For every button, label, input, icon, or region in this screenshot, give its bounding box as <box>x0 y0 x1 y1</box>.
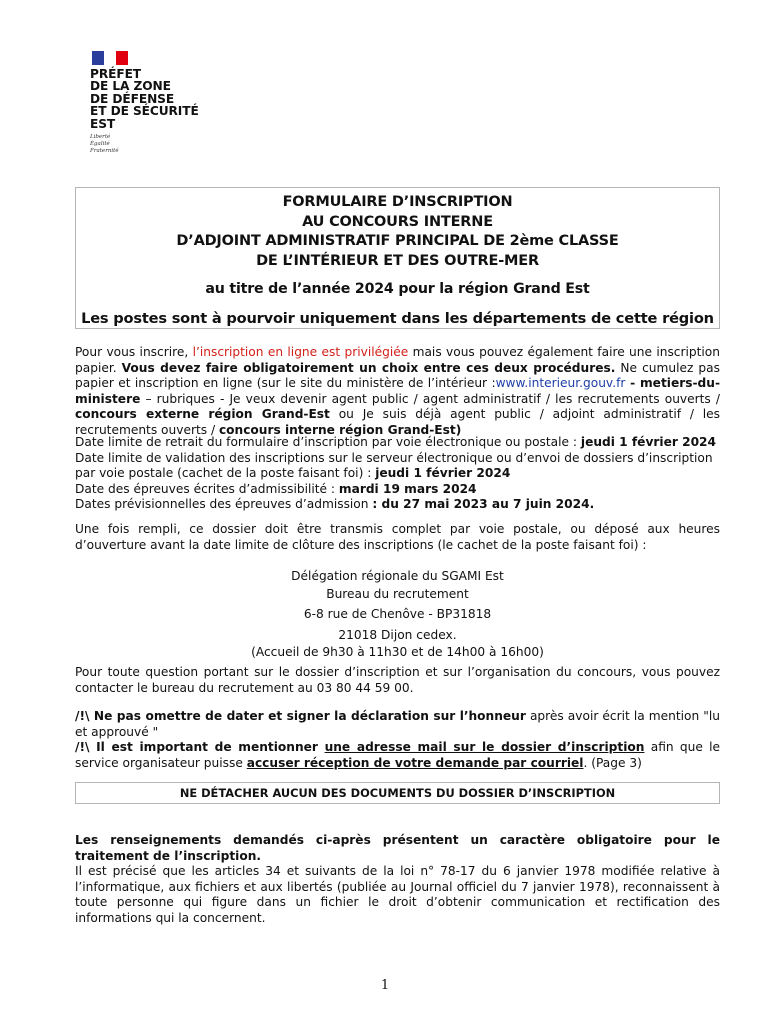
date-line-validation: Date limite de validation des inscriptions sur le serveur électronique ou d’envoi de dossiers d’inscription par voie postale (cachet de la poste faisant foi) : jeudi 1 février 2024 <box>75 450 713 481</box>
intro-paragraph <box>75 345 720 439</box>
opening-hours: (Accueil de 9h30 à 11h30 et de 14h00 à 16h00) <box>251 645 544 659</box>
title-line-2: AU CONCOURS INTERNE <box>302 213 493 230</box>
date-line-ecrits: Date des épreuves écrites d’admissibilité : mardi 19 mars 2024 <box>75 481 477 496</box>
prefet-line: PRÉFET <box>90 67 142 81</box>
metiers-text: metiers-du-ministere <box>75 376 721 406</box>
title-line-4: DE L’INTÉRIEUR ET DES OUTRE-MER <box>256 252 539 269</box>
intro-text: Ne cumulez pas papier et inscription en ligne (sur le site du ministère de l’intérieur : <box>75 360 720 391</box>
prefet-line: ET DE SÉCURITÉ <box>90 104 199 119</box>
prefet-line: DE DÉFENSE <box>90 91 175 106</box>
date-line-retrait: Date limite de retrait du formulaire d’inscription par voie électronique ou postale : jeudi 1 février 2024 <box>75 435 717 449</box>
legal-mandatory-text: Les renseignements demandés ci-après présentent un caractère obligatoire pour le traitement de l’inscription. <box>75 833 720 863</box>
prefet-line: DE LA ZONE <box>90 79 171 94</box>
intro-text: Pour vous inscrire, <box>75 345 193 359</box>
intro-text: mais vous pouvez également faire une inscription papier. <box>75 345 720 375</box>
external-contest-text: concours externe région Grand-Est <box>75 407 330 422</box>
dates-block <box>75 435 720 513</box>
date-line-admission: Dates prévisionnelles des épreuves d’admission : du 27 mai 2023 au 7 juin 2024. <box>75 497 595 512</box>
page-number: 1 <box>380 978 390 993</box>
online-preferred-text: l’inscription en ligne est privilégiée <box>192 345 409 359</box>
marianne-flag-icon <box>92 51 128 65</box>
contact-paragraph: Pour toute question portant sur le dossier d’inscription et sur l’organisation du concours, vous pouvez contacter le bureau du recrutement au 03 80 44 59 00. <box>75 665 720 695</box>
title-line-3: D’ADJOINT ADMINISTRATIF PRINCIPAL DE 2ème CLASSE <box>176 233 619 249</box>
motto-line: Fraternité <box>90 148 119 155</box>
address-line: Bureau du recrutement <box>326 586 469 601</box>
legal-cnil-text: Il est précisé que les articles 34 et suivants de la loi n° 78-17 du 6 janvier 1978 modifiée relative à l’informatique, aux fichiers et aux libertés (publiée au Journal officiel du 7 janvier 1978), reconnaissent à toute personne qui figure dans un fichier le droit d’obtenir communication et rectification des informations qui la concernent. <box>75 864 720 925</box>
warning-sign-declaration: /!\ Ne pas omettre de dater et signer la déclaration sur l’honneur après avoir écrit la mention "lu et approuvé " <box>75 709 721 739</box>
warning-email: /!\ Il est important de mentionner une adresse mail sur le dossier d’inscription afin que le service organisateur puisse accuser réception de votre demande par courriel. (Page 3) <box>75 740 720 770</box>
address-line: 6-8 rue de Chenôve - BP31818 <box>303 607 492 621</box>
intro-text: – rubriques - Je veux devenir agent public / agent administratif / les recrutements ouverts / <box>140 391 720 406</box>
prefet-block <box>90 68 220 130</box>
prefet-line: EST <box>90 116 116 131</box>
transmission-paragraph: Une fois rempli, ce dossier doit être transmis complet par voie postale, ou déposé aux heures d’ouverture avant la date limite de clôture des inscriptions (le cachet de la poste faisant foi) : <box>75 522 720 552</box>
address-line: 21018 Dijon cedex. <box>338 627 457 642</box>
ministry-website-link[interactable]: www.interieur.gouv.fr <box>495 376 626 391</box>
motto-line: Égalité <box>90 141 110 148</box>
legal-paragraph <box>75 833 720 927</box>
title-box <box>75 187 720 329</box>
intro-text: ou Je suis déjà agent public / adjoint administratif / les recrutements ouverts / <box>75 407 720 437</box>
mandatory-choice-text: Vous devez faire obligatoirement un choix entre ces deux procédures. <box>121 360 616 375</box>
republic-motto <box>90 134 220 156</box>
internal-contest-text: concours interne région Grand-Est) <box>218 422 462 437</box>
title-line-1: FORMULAIRE D’INSCRIPTION <box>282 194 513 210</box>
motto-line: Liberté <box>90 134 111 141</box>
do-not-detach-notice: NE DÉTACHER AUCUN DES DOCUMENTS DU DOSSIER D’INSCRIPTION <box>75 782 720 804</box>
address-line: Délégation régionale du SGAMI Est <box>291 569 504 583</box>
address-block <box>75 568 720 662</box>
intro-separator: - <box>625 376 640 391</box>
prefecture-logo <box>90 51 220 156</box>
posts-line: Les postes sont à pourvoir uniquement dans les départements de cette région <box>81 310 714 327</box>
year-line: au titre de l’année 2024 pour la région Grand Est <box>205 281 590 297</box>
